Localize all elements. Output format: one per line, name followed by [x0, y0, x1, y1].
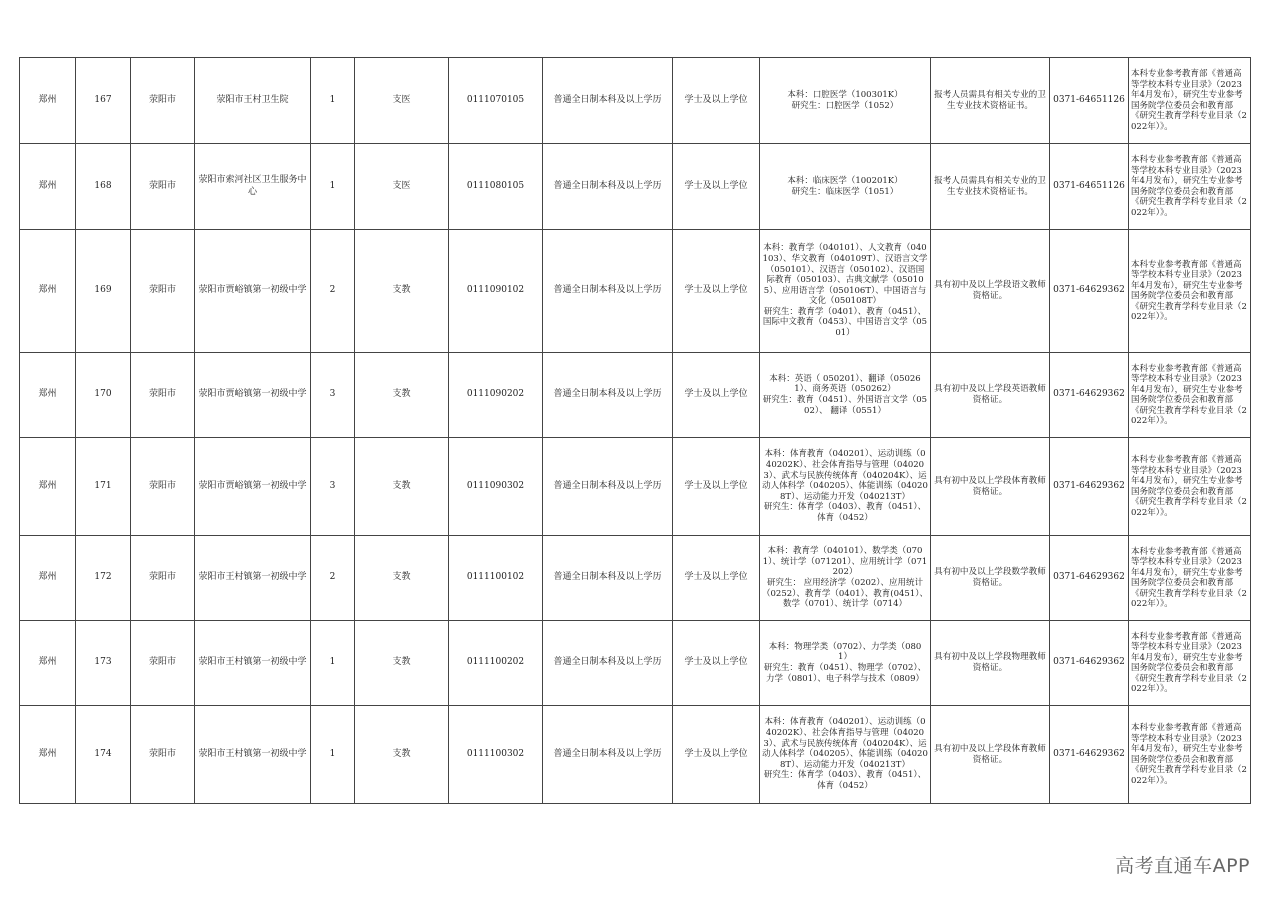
- cell-phone: 0371-64629362: [1050, 438, 1129, 536]
- cell-major: 本科：教育学（040101）、数学类（0701）、统计学（071201）、应用统计学（071202） 研究生： 应用经济学（0202）、应用统计（0252）、教育学（0401）、教育(0451）、数学（0701）、统计学（0714）: [760, 536, 931, 621]
- cell-code: 0111080105: [449, 144, 543, 230]
- cell-position: 支教: [355, 438, 449, 536]
- table-row: [20, 438, 1251, 536]
- cell-unit: 荥阳市王村镇第一初级中学: [195, 706, 311, 804]
- cell-note: 本科专业参考教育部《普通高等学校本科专业目录》（2023年4月发布），研究生专业参考国务院学位委员会和教育部《研究生教育学科专业目录（2022年）》。: [1129, 621, 1251, 706]
- cell-requirement: 具有初中及以上学段英语教师资格证。: [931, 353, 1050, 438]
- cell-position: 支教: [355, 621, 449, 706]
- cell-code: 0111100202: [449, 621, 543, 706]
- cell-degree: 学士及以上学位: [673, 706, 760, 804]
- cell-requirement: 具有初中及以上学段物理教师资格证。: [931, 621, 1050, 706]
- table-row: [20, 706, 1251, 804]
- cell-education: 普通全日制本科及以上学历: [543, 536, 673, 621]
- cell-phone: 0371-64629362: [1050, 621, 1129, 706]
- cell-seq: 169: [76, 230, 131, 353]
- cell-major: 本科：教育学（040101）、人文教育（040103）、华文教育（040109T）、汉语言文学 （050101）、汉语言（050102）、汉语国际教育（050103）、古典文献学（050105）、应用语言学（050106T）、中国语言与文化（050108T） 研究生：教育学（0401）、教育（0451）、国际中文教育（0453）、中国语言文学（0501）: [760, 230, 931, 353]
- cell-seq: 173: [76, 621, 131, 706]
- cell-education: 普通全日制本科及以上学历: [543, 144, 673, 230]
- cell-phone: 0371-64651126: [1050, 58, 1129, 144]
- cell-code: 0111090102: [449, 230, 543, 353]
- cell-unit: 荥阳市王村卫生院: [195, 58, 311, 144]
- cell-phone: 0371-64629362: [1050, 536, 1129, 621]
- cell-major: 本科：物理学类（0702）、力学类（0801） 研究生：教育（0451）、物理学（0702）、 力学（0801）、电子科学与技术（0809）: [760, 621, 931, 706]
- cell-city: 郑州: [20, 438, 76, 536]
- cell-code: 0111090302: [449, 438, 543, 536]
- cell-requirement: 具有初中及以上学段语文教师资格证。: [931, 230, 1050, 353]
- table-row: [20, 621, 1251, 706]
- cell-city: 郑州: [20, 621, 76, 706]
- cell-phone: 0371-64629362: [1050, 353, 1129, 438]
- cell-education: 普通全日制本科及以上学历: [543, 353, 673, 438]
- cell-position: 支教: [355, 706, 449, 804]
- cell-city: 郑州: [20, 230, 76, 353]
- cell-city: 郑州: [20, 144, 76, 230]
- cell-note: 本科专业参考教育部《普通高等学校本科专业目录》（2023年4月发布），研究生专业参考国务院学位委员会和教育部《研究生教育学科专业目录（2022年）》。: [1129, 353, 1251, 438]
- cell-major: 本科：体育教育（040201）、运动训练（040202K）、社会体育指导与管理（040203）、武术与民族传统体育（040204K）、运动人体科学（040205）、体能训练（040208T）、运动能力开发（040213T） 研究生：体育学（0403）、教育（0451）、体育（0452）: [760, 438, 931, 536]
- cell-county: 荥阳市: [131, 353, 195, 438]
- cell-count: 3: [311, 438, 355, 536]
- cell-code: 0111100102: [449, 536, 543, 621]
- cell-count: 3: [311, 353, 355, 438]
- cell-degree: 学士及以上学位: [673, 353, 760, 438]
- cell-education: 普通全日制本科及以上学历: [543, 230, 673, 353]
- cell-seq: 172: [76, 536, 131, 621]
- cell-unit: 荥阳市王村镇第一初级中学: [195, 621, 311, 706]
- cell-degree: 学士及以上学位: [673, 621, 760, 706]
- cell-position: 支教: [355, 536, 449, 621]
- cell-education: 普通全日制本科及以上学历: [543, 706, 673, 804]
- cell-major: 本科：临床医学（100201K） 研究生：临床医学（1051）: [760, 144, 931, 230]
- cell-code: 0111100302: [449, 706, 543, 804]
- cell-seq: 171: [76, 438, 131, 536]
- cell-unit: 荥阳市贾峪镇第一初级中学: [195, 230, 311, 353]
- cell-education: 普通全日制本科及以上学历: [543, 621, 673, 706]
- watermark: 高考直通车APP: [1115, 855, 1250, 877]
- cell-major: 本科：英语（ 050201）、翻译（050261）、商务英语（050262） 研究生：教育（0451）、外国语言文学（0502）、 翻译（0551）: [760, 353, 931, 438]
- cell-count: 2: [311, 536, 355, 621]
- cell-position: 支医: [355, 144, 449, 230]
- cell-unit: 荥阳市贾峪镇第一初级中学: [195, 353, 311, 438]
- table-row: [20, 144, 1251, 230]
- cell-count: 1: [311, 621, 355, 706]
- cell-requirement: 具有初中及以上学段体育教师资格证。: [931, 438, 1050, 536]
- cell-requirement: 报考人员需具有相关专业的卫生专业技术资格证书。: [931, 58, 1050, 144]
- table-row: [20, 353, 1251, 438]
- cell-requirement: 具有初中及以上学段数学教师资格证。: [931, 536, 1050, 621]
- cell-position: 支教: [355, 230, 449, 353]
- cell-major: 本科：口腔医学（100301K） 研究生：口腔医学（1052）: [760, 58, 931, 144]
- cell-unit: 荥阳市索河社区卫生服务中心: [195, 144, 311, 230]
- cell-position: 支教: [355, 353, 449, 438]
- cell-count: 1: [311, 706, 355, 804]
- cell-city: 郑州: [20, 353, 76, 438]
- cell-unit: 荥阳市王村镇第一初级中学: [195, 536, 311, 621]
- cell-county: 荥阳市: [131, 536, 195, 621]
- cell-county: 荥阳市: [131, 144, 195, 230]
- cell-education: 普通全日制本科及以上学历: [543, 58, 673, 144]
- cell-county: 荥阳市: [131, 621, 195, 706]
- cell-count: 2: [311, 230, 355, 353]
- cell-phone: 0371-64651126: [1050, 144, 1129, 230]
- cell-seq: 167: [76, 58, 131, 144]
- cell-degree: 学士及以上学位: [673, 144, 760, 230]
- cell-major: 本科：体育教育（040201）、运动训练（040202K）、社会体育指导与管理（040203）、武术与民族传统体育（040204K）、运动人体科学（040205）、体能训练（040208T）、运动能力开发（040213T） 研究生：体育学（0403）、教育（0451）、体育（0452）: [760, 706, 931, 804]
- cell-degree: 学士及以上学位: [673, 230, 760, 353]
- job-table: [19, 57, 1251, 804]
- cell-code: 0111090202: [449, 353, 543, 438]
- cell-degree: 学士及以上学位: [673, 536, 760, 621]
- cell-city: 郑州: [20, 536, 76, 621]
- cell-note: 本科专业参考教育部《普通高等学校本科专业目录》（2023年4月发布），研究生专业参考国务院学位委员会和教育部《研究生教育学科专业目录（2022年）》。: [1129, 230, 1251, 353]
- table-row: [20, 536, 1251, 621]
- cell-education: 普通全日制本科及以上学历: [543, 438, 673, 536]
- cell-requirement: 报考人员需具有相关专业的卫生专业技术资格证书。: [931, 144, 1050, 230]
- cell-county: 荥阳市: [131, 230, 195, 353]
- cell-seq: 170: [76, 353, 131, 438]
- cell-city: 郑州: [20, 58, 76, 144]
- cell-note: 本科专业参考教育部《普通高等学校本科专业目录》（2023年4月发布），研究生专业参考国务院学位委员会和教育部《研究生教育学科专业目录（2022年）》。: [1129, 58, 1251, 144]
- cell-seq: 168: [76, 144, 131, 230]
- table-row: [20, 58, 1251, 144]
- cell-position: 支医: [355, 58, 449, 144]
- cell-note: 本科专业参考教育部《普通高等学校本科专业目录》（2023年4月发布），研究生专业参考国务院学位委员会和教育部《研究生教育学科专业目录（2022年）》。: [1129, 438, 1251, 536]
- cell-degree: 学士及以上学位: [673, 58, 760, 144]
- cell-county: 荥阳市: [131, 706, 195, 804]
- table-row: [20, 230, 1251, 353]
- cell-phone: 0371-64629362: [1050, 230, 1129, 353]
- cell-note: 本科专业参考教育部《普通高等学校本科专业目录》（2023年4月发布），研究生专业参考国务院学位委员会和教育部《研究生教育学科专业目录（2022年）》。: [1129, 706, 1251, 804]
- cell-county: 荥阳市: [131, 438, 195, 536]
- cell-count: 1: [311, 144, 355, 230]
- cell-requirement: 具有初中及以上学段体育教师资格证。: [931, 706, 1050, 804]
- cell-city: 郑州: [20, 706, 76, 804]
- cell-phone: 0371-64629362: [1050, 706, 1129, 804]
- cell-count: 1: [311, 58, 355, 144]
- cell-code: 0111070105: [449, 58, 543, 144]
- cell-note: 本科专业参考教育部《普通高等学校本科专业目录》（2023年4月发布），研究生专业参考国务院学位委员会和教育部《研究生教育学科专业目录（2022年）》。: [1129, 536, 1251, 621]
- cell-seq: 174: [76, 706, 131, 804]
- cell-note: 本科专业参考教育部《普通高等学校本科专业目录》（2023年4月发布），研究生专业参考国务院学位委员会和教育部《研究生教育学科专业目录（2022年）》。: [1129, 144, 1251, 230]
- cell-county: 荥阳市: [131, 58, 195, 144]
- cell-unit: 荥阳市贾峪镇第一初级中学: [195, 438, 311, 536]
- cell-degree: 学士及以上学位: [673, 438, 760, 536]
